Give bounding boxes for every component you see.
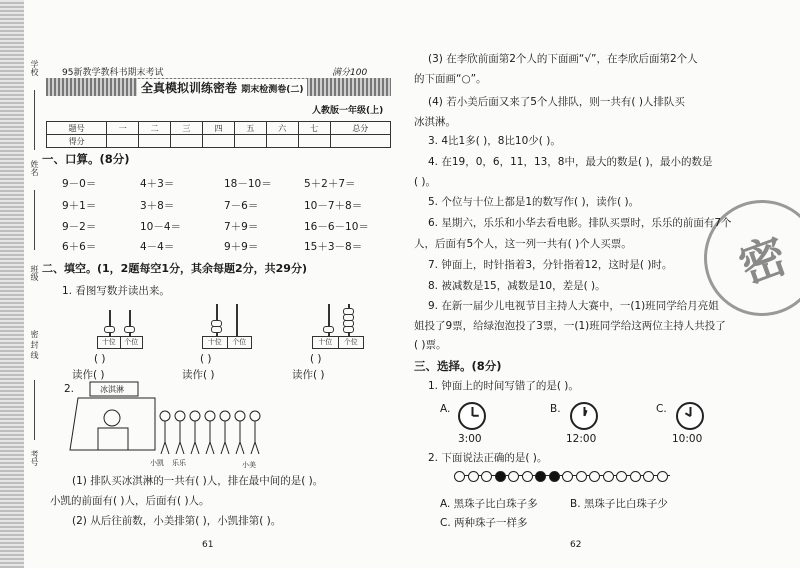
- clock-face-c: [676, 402, 704, 430]
- choice-q1-prompt: 1. 钟面上的时间写错了的是( )。: [428, 380, 579, 392]
- white-bead: [616, 471, 627, 482]
- mental-math-item: 7＋9＝: [224, 221, 259, 233]
- black-bead: [535, 471, 546, 482]
- q2-3-line2: 的下面画“○”。: [414, 73, 487, 85]
- clock-option-b-label[interactable]: B.: [550, 403, 561, 415]
- score-table-score-row: 得分: [47, 135, 391, 148]
- choice-q2-prompt: 2. 下面说法正确的是( )。: [428, 452, 548, 464]
- white-bead: [562, 471, 573, 482]
- mental-math-item: 4＋3＝: [140, 178, 175, 190]
- left-page: 95新教学教科书期末考试 满分100 全真模拟训练密卷 期末检测卷(二) 人教版一年级(上) 题号 一 二 三 四 五 六 七 总分 得分 一、口算。(8分) 9－0＝ 4＋3＝ 18－10＝ 5＋2＋7＝ 9＋1＝ 3＋8＝ 7－6＝ 10－7＋8＝ 9－2＝ 10－4＝ 7＋9＝ 16－6－10＝ 6＋6＝ 4－4＝ 9＋9＝ 15＋3－8＝ 二、填空。(1，2题每空1分，其余每题2分，共29分) 1. 看图写数并读出来。 十位 个位 十位 个位 十位 个位 ( ) ( ) ( ) 读作( ) 读作( ) 读作( ) 2. 冰淇淋 小凯 乐乐 小美 (1) 排队买冰淇淋的一共有( )人，排在最中间的是( )。 小凯的前面有( )人，后面有( )人。 (2) 从后往前数，小美排第( )，小凯排第( )。 61: [42, 0, 414, 568]
- label-lele: 乐乐: [172, 459, 186, 467]
- margin-label-seal: 密 封 线: [30, 330, 39, 360]
- mental-math-item: 7－6＝: [224, 200, 259, 212]
- read-as-2[interactable]: 读作( ): [182, 369, 215, 381]
- black-bead: [495, 471, 506, 482]
- margin-label-school: 学校: [30, 60, 39, 76]
- shop-sign: 冰淇淋: [100, 385, 124, 394]
- fill-q8: 8. 被减数是15，减数是10，差是( )。: [428, 280, 606, 292]
- mental-math-item: 6＋6＝: [62, 241, 97, 253]
- clock-face-a: [458, 402, 486, 430]
- label-xiaomei: 小美: [242, 461, 256, 469]
- right-page: [414, 0, 800, 568]
- clock-option-b-time: 12:00: [566, 433, 597, 445]
- section-3-heading: 三、选择。(8分): [414, 359, 502, 373]
- mental-math-item: 16－6－10＝: [304, 221, 369, 233]
- white-bead: [522, 471, 533, 482]
- mental-math-item: 10－4＝: [140, 221, 182, 233]
- fill-q6-line2: 人，后面有5个人，这一列一共有( )个人买票。: [414, 238, 632, 250]
- mental-math-item: 9＋1＝: [62, 200, 97, 212]
- number-blank-1[interactable]: ( ): [94, 353, 106, 365]
- fill-q9-line1: 9. 在新一届少儿电视节目主持人大赛中，一(1)班同学给月亮姐: [428, 300, 719, 312]
- white-bead: [454, 471, 465, 482]
- white-bead: [481, 471, 492, 482]
- mental-math-item: 15＋3－8＝: [304, 241, 363, 253]
- fill-q5: 5. 个位与十位上都是1的数写作( )，读作( )。: [428, 196, 640, 208]
- margin-label-name: 姓名: [30, 160, 39, 176]
- fill-q7: 7. 钟面上，时针指着3，分针指着12，这时是( )时。: [428, 259, 673, 271]
- clock-option-a-label[interactable]: A.: [440, 403, 451, 415]
- read-as-3[interactable]: 读作( ): [292, 369, 325, 381]
- ice-cream-queue-illustration: [60, 380, 270, 470]
- white-bead: [468, 471, 479, 482]
- series-label: 95新教学教科书期末考试: [62, 68, 164, 78]
- fill-q9-line3: ( )票。: [414, 339, 447, 351]
- clock-option-a-time: 3:00: [458, 433, 482, 445]
- white-bead: [643, 471, 654, 482]
- mental-math-item: 9－2＝: [62, 221, 97, 233]
- fill-q2-number: 2.: [64, 383, 75, 395]
- fill-q6-line1: 6. 星期六，乐乐和小华去看电影。排队买票时，乐乐的前面有7个: [428, 217, 732, 229]
- white-bead: [508, 471, 519, 482]
- white-bead: [630, 471, 641, 482]
- white-bead: [589, 471, 600, 482]
- left-page-number: 61: [202, 540, 214, 550]
- white-bead: [657, 471, 668, 482]
- mental-math-item: 9＋9＝: [224, 241, 259, 253]
- number-blank-2[interactable]: ( ): [200, 353, 212, 365]
- section-1-heading: 一、口算。(8分): [42, 152, 130, 166]
- right-page-number: 62: [570, 540, 582, 550]
- white-bead: [603, 471, 614, 482]
- choice-q2-option-c[interactable]: C. 两种珠子一样多: [440, 517, 528, 529]
- binding-margin: [24, 0, 43, 568]
- fill-q4-line2: ( )。: [414, 176, 437, 188]
- edition-label: 人教版一年级(上): [312, 106, 384, 116]
- fill-q1-prompt: 1. 看图写数并读出来。: [62, 285, 170, 297]
- clock-option-c-label[interactable]: C.: [656, 403, 667, 415]
- mental-math-item: 4－4＝: [140, 241, 175, 253]
- choice-q2-option-a[interactable]: A. 黑珠子比白珠子多: [440, 498, 538, 510]
- black-bead: [549, 471, 560, 482]
- number-blank-3[interactable]: ( ): [310, 353, 322, 365]
- q2-3-line1: (3) 在李欣前面第2个人的下面画“√”，在李欣后面第2个人: [428, 53, 698, 65]
- margin-label-class: 班级: [30, 265, 39, 281]
- q2-4-line2: 冰淇淋。: [414, 116, 456, 128]
- margin-label-number: 考号: [30, 450, 39, 466]
- label-xiaokai: 小凯: [150, 459, 164, 467]
- white-bead: [576, 471, 587, 482]
- fill-q9-line2: 姐投了9票，给绿泡泡投了3票，一(1)班同学给这两位主持人共投了: [414, 320, 726, 332]
- mental-math-item: 9－0＝: [62, 178, 97, 190]
- score-table-header-row: 题号 一 二 三 四 五 六 七 总分: [47, 122, 391, 135]
- clock-option-c-time: 10:00: [672, 433, 703, 445]
- secret-stamp: 密: [688, 184, 800, 333]
- mental-math-item: 10－7＋8＝: [304, 200, 363, 212]
- clock-face-b: [570, 402, 598, 430]
- fill-q2-1a: (1) 排队买冰淇淋的一共有( )人，排在最中间的是( )。: [72, 475, 324, 487]
- read-as-1[interactable]: 读作( ): [72, 369, 105, 381]
- mental-math-item: 18－10＝: [224, 178, 272, 190]
- fill-q3: 3. 4比1多( )，8比10少( )。: [428, 135, 561, 147]
- choice-q2-option-b[interactable]: B. 黑珠子比白珠子少: [570, 498, 668, 510]
- section-2-heading: 二、填空。(1，2题每空1分，其余每题2分，共29分): [42, 262, 307, 275]
- mental-math-item: 3＋8＝: [140, 200, 175, 212]
- mental-math-item: 5＋2＋7＝: [304, 178, 356, 190]
- fill-q2-2: (2) 从后往前数，小美排第( )，小凯排第( )。: [72, 515, 282, 527]
- exam-title-tag: 期末检测卷(二): [241, 85, 304, 95]
- binding-strip: [0, 0, 24, 568]
- score-table: [46, 121, 391, 148]
- fill-q4-line1: 4. 在19，0，6，11，13，8中，最大的数是( )，最小的数是: [428, 156, 713, 168]
- fill-q2-1b: 小凯的前面有( )人，后面有( )人。: [50, 495, 210, 507]
- exam-title: 全真模拟训练密卷 期末检测卷(二): [137, 79, 307, 96]
- full-score: 满分100: [332, 68, 368, 78]
- q2-4-line1: (4) 若小美后面又来了5个人排队，则一共有( )人排队买: [428, 96, 685, 108]
